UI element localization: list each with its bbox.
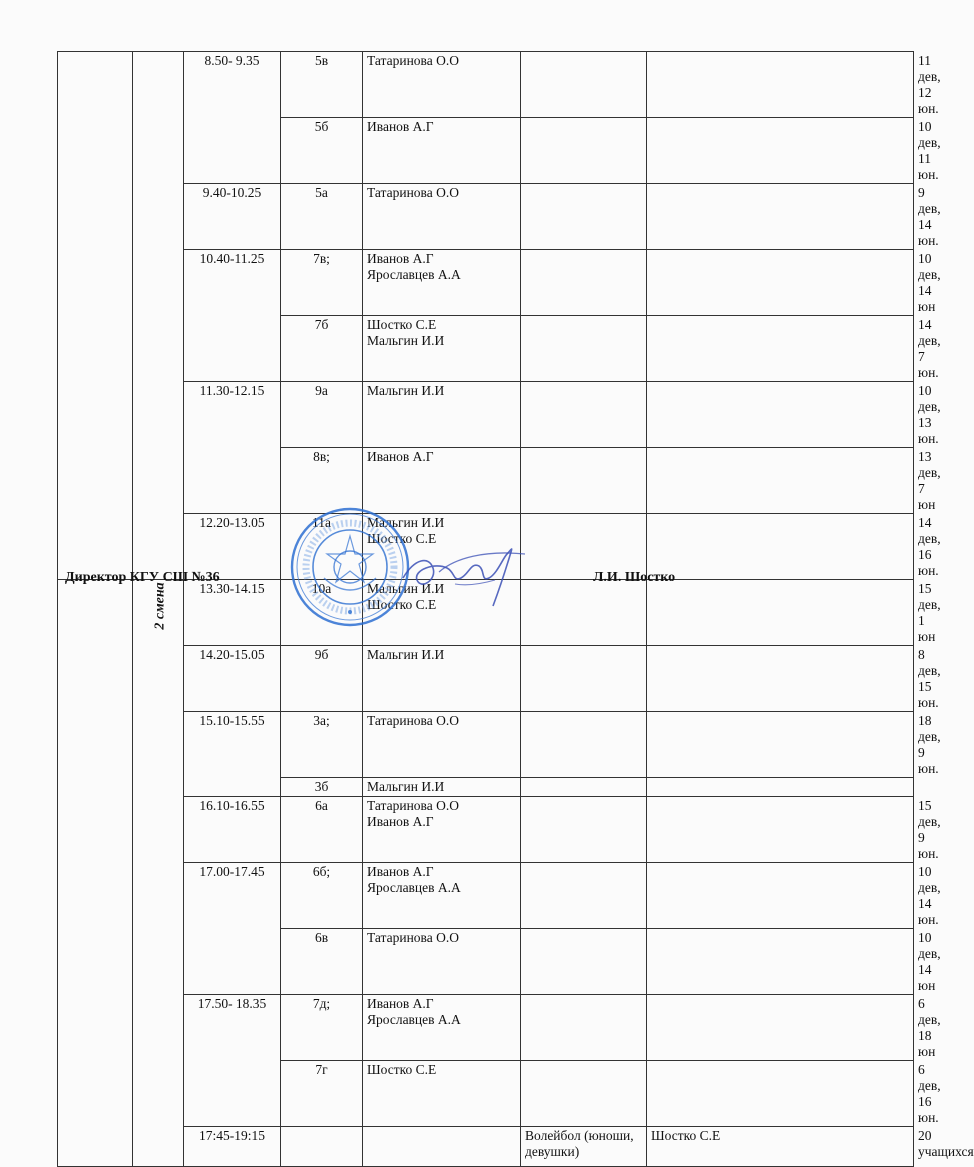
time-cell: 14.20-15.05 [184, 646, 281, 712]
class-cell: 6б; [281, 863, 363, 929]
leader-cell: Шостко С.Е [647, 1127, 914, 1167]
activity-cell [521, 995, 647, 1061]
teacher-cell: Мальгин И.И [363, 646, 521, 712]
activity-cell [521, 250, 647, 316]
class-cell: 3б [281, 778, 363, 797]
table-row: 9.40-10.25 5а Татаринова О.О 9 дев, 14 юн. [58, 184, 914, 250]
leader-cell [647, 52, 914, 118]
teacher-cell: Татаринова О.О [363, 929, 521, 995]
leader-cell [647, 184, 914, 250]
time-cell: 13.30-14.15 [184, 580, 281, 646]
activity-cell [521, 316, 647, 382]
teacher-cell: Татаринова О.О Иванов А.Г [363, 797, 521, 863]
leader-cell [647, 995, 914, 1061]
teacher-cell: Иванов А.Г [363, 448, 521, 514]
leader-cell [647, 863, 914, 929]
leader-cell [647, 1061, 914, 1127]
time-cell: 17:45-19:15 [184, 1127, 281, 1167]
class-cell: 5а [281, 184, 363, 250]
activity-cell [521, 118, 647, 184]
table-row: 8.50- 9.35 5в Татаринова О.О 11 дев, 12 юн. [58, 52, 914, 118]
time-cell: 11.30-12.15 [184, 382, 281, 514]
leader-cell [647, 580, 914, 646]
teacher-cell: Татаринова О.О [363, 184, 521, 250]
table-row: 7г Шостко С.Е 6 дев, 16 юн. [58, 1061, 914, 1127]
teacher-cell: Иванов А.Г Ярославцев А.А [363, 995, 521, 1061]
leader-cell [647, 382, 914, 448]
activity-cell [521, 52, 647, 118]
time-cell: 9.40-10.25 [184, 184, 281, 250]
table-row: 8в; Иванов А.Г 13 дев, 7 юн [58, 448, 914, 514]
teacher-cell: Шостко С.Е Мальгин И.И [363, 316, 521, 382]
leader-cell [647, 250, 914, 316]
table-row: 11.30-12.15 9а Мальгин И.И 10 дев, 13 юн. [58, 382, 914, 448]
table-row: 6в Татаринова О.О 10 дев, 14 юн [58, 929, 914, 995]
leader-cell [647, 778, 914, 797]
activity-cell [521, 646, 647, 712]
activity-cell [521, 382, 647, 448]
class-cell: 5б [281, 118, 363, 184]
leader-cell [647, 448, 914, 514]
table-row: 14.20-15.05 9б Мальгин И.И 8 дев, 15 юн. [58, 646, 914, 712]
table-row: 17:45-19:15 Волейбол (юноши, девушки) Шостко С.Е 20 учащихся [58, 1127, 914, 1167]
class-cell: 9а [281, 382, 363, 448]
activity-cell [521, 863, 647, 929]
shift-1-cell [58, 52, 133, 580]
class-cell: 7в; [281, 250, 363, 316]
class-cell: 3а; [281, 712, 363, 778]
time-cell: 17.00-17.45 [184, 863, 281, 995]
shift-2-outer-cell [58, 580, 133, 1167]
table-row: 16.10-16.55 6а Татаринова О.О Иванов А.Г 15 дев, 9 юн. [58, 797, 914, 863]
class-cell: 9б [281, 646, 363, 712]
leader-cell [647, 929, 914, 995]
time-cell: 17.50- 18.35 [184, 995, 281, 1127]
table-row: 17.00-17.45 6б; Иванов А.Г Ярославцев А.А 10 дев, 14 юн. [58, 863, 914, 929]
table-row: 10.40-11.25 7в; Иванов А.Г Ярославцев А.А 10 дев, 14 юн [58, 250, 914, 316]
activity-cell: Волейбол (юноши, девушки) [521, 1127, 647, 1167]
teacher-cell: Иванов А.Г [363, 118, 521, 184]
shift-2-cell [133, 580, 184, 1167]
teacher-cell: Мальгин И.И [363, 778, 521, 797]
director-name: Л.И. Шостко [593, 570, 676, 585]
time-cell: 10.40-11.25 [184, 250, 281, 382]
shift-1-subcell [133, 52, 184, 580]
activity-cell [521, 184, 647, 250]
leader-cell [647, 646, 914, 712]
table-row: 7б Шостко С.Е Мальгин И.И 14 дев, 7 юн. [58, 316, 914, 382]
time-cell: 12.20-13.05 [184, 514, 281, 580]
activity-cell [521, 929, 647, 995]
class-cell: 7г [281, 1061, 363, 1127]
teacher-cell: Татаринова О.О [363, 52, 521, 118]
activity-cell [521, 448, 647, 514]
time-cell: 15.10-15.55 [184, 712, 281, 797]
signature-icon [395, 528, 535, 618]
teacher-cell: Мальгин И.И [363, 382, 521, 448]
activity-cell [521, 1061, 647, 1127]
table-row: 17.50- 18.35 7д; Иванов А.Г Ярославцев А.А 6 дев, 18 юн [58, 995, 914, 1061]
class-cell: 8в; [281, 448, 363, 514]
activity-cell [521, 712, 647, 778]
class-cell: 7д; [281, 995, 363, 1061]
director-title: Директор КГУ СШ №36 [65, 570, 220, 585]
class-cell [281, 1127, 363, 1167]
teacher-cell: Шостко С.Е [363, 1061, 521, 1127]
table-row: 12.20-13.05 11а Мальгин И.И Шостко С.Е 14 дев, 16 юн. [58, 514, 914, 580]
teacher-cell: Иванов А.Г Ярославцев А.А [363, 250, 521, 316]
leader-cell [647, 712, 914, 778]
teacher-cell: Мальгин И.И Шостко С.Е [363, 580, 521, 646]
class-cell: 11а [281, 514, 363, 580]
official-stamp-icon [289, 506, 411, 628]
leader-cell [647, 797, 914, 863]
leader-cell [647, 316, 914, 382]
teacher-cell: Мальгин И.И Шостко С.Е [363, 514, 521, 580]
time-cell: 8.50- 9.35 [184, 52, 281, 184]
leader-cell [647, 514, 914, 580]
activity-cell [521, 797, 647, 863]
class-cell: 10а [281, 580, 363, 646]
class-cell: 6в [281, 929, 363, 995]
table-row: 15.10-15.55 3а; Татаринова О.О 18 дев, 9 юн. [58, 712, 914, 778]
teacher-cell: Татаринова О.О [363, 712, 521, 778]
time-cell: 16.10-16.55 [184, 797, 281, 863]
teacher-cell: Иванов А.Г Ярославцев А.А [363, 863, 521, 929]
activity-cell [521, 580, 647, 646]
class-cell: 7б [281, 316, 363, 382]
table-row: 2 смена 13.30-14.15 10а Мальгин И.И Шостко С.Е 15 дев, 1 юн [58, 580, 914, 646]
shift-2-label: 2 смена [152, 582, 168, 630]
table-row: 5б Иванов А.Г 10 дев, 11 юн. [58, 118, 914, 184]
activity-cell [521, 778, 647, 797]
class-cell: 5в [281, 52, 363, 118]
leader-cell [647, 118, 914, 184]
class-cell: 6а [281, 797, 363, 863]
teacher-cell [363, 1127, 521, 1167]
